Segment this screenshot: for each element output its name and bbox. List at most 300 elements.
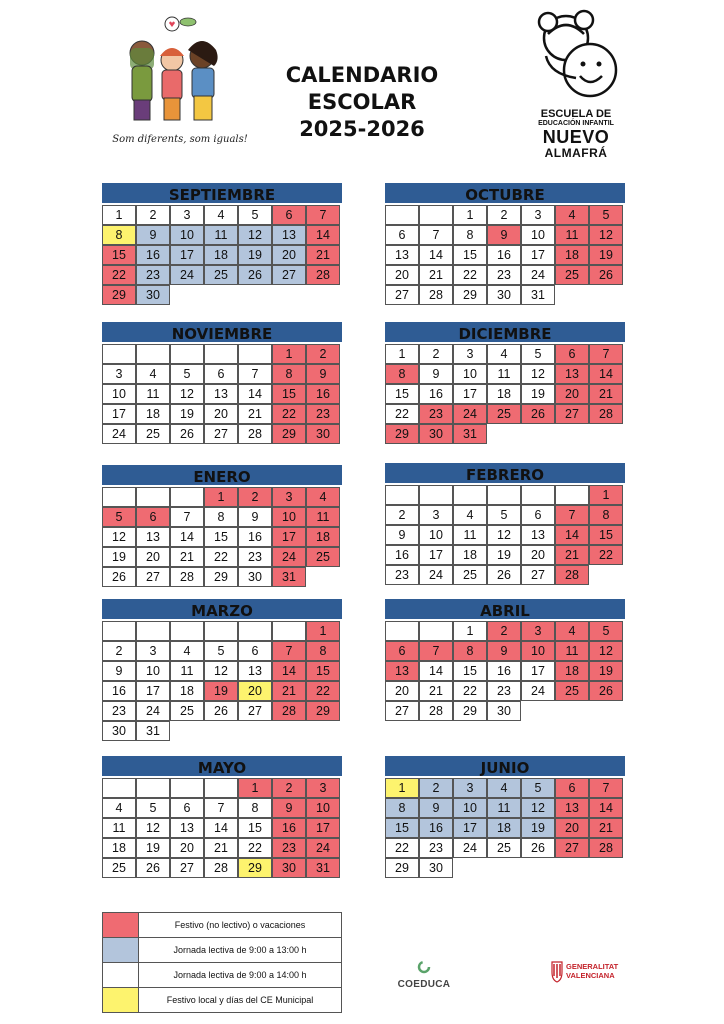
day-cell: 3 — [272, 487, 306, 507]
month-grid — [385, 344, 625, 444]
month-title: ENERO — [102, 465, 342, 487]
day-cell: 28 — [419, 701, 453, 721]
day-cell: 3 — [521, 621, 555, 641]
day-cell: 8 — [238, 798, 272, 818]
day-cell: 14 — [272, 661, 306, 681]
day-cell: 21 — [589, 818, 623, 838]
day-cell: 22 — [272, 404, 306, 424]
day-cell: 10 — [102, 384, 136, 404]
month-grid — [385, 778, 625, 878]
empty-cell — [204, 778, 238, 798]
day-cell: 18 — [102, 838, 136, 858]
legend — [102, 912, 342, 1013]
day-cell: 28 — [555, 565, 589, 585]
day-cell: 18 — [555, 661, 589, 681]
day-cell: 18 — [487, 818, 521, 838]
month-calendar — [102, 465, 342, 587]
day-cell: 19 — [102, 547, 136, 567]
day-cell: 27 — [272, 265, 306, 285]
day-cell: 1 — [385, 778, 419, 798]
day-cell: 27 — [555, 404, 589, 424]
day-cell: 13 — [272, 225, 306, 245]
day-cell: 30 — [238, 567, 272, 587]
day-cell: 4 — [170, 641, 204, 661]
day-cell: 23 — [487, 681, 521, 701]
empty-cell — [419, 621, 453, 641]
day-cell: 31 — [272, 567, 306, 587]
day-cell: 22 — [385, 404, 419, 424]
title-line: 2025-2026 — [299, 117, 425, 141]
month-calendar — [102, 322, 342, 444]
day-cell: 27 — [204, 424, 238, 444]
day-cell: 12 — [204, 661, 238, 681]
day-cell: 2 — [238, 487, 272, 507]
day-cell: 5 — [136, 798, 170, 818]
day-cell: 5 — [238, 205, 272, 225]
children-illustration — [100, 8, 260, 158]
day-cell: 7 — [419, 225, 453, 245]
month-grid — [385, 621, 625, 721]
day-cell: 17 — [272, 527, 306, 547]
day-cell: 10 — [306, 798, 340, 818]
day-cell: 12 — [487, 525, 521, 545]
day-cell: 15 — [272, 384, 306, 404]
day-cell: 5 — [170, 364, 204, 384]
day-cell: 9 — [385, 525, 419, 545]
day-cell: 18 — [204, 245, 238, 265]
day-cell: 15 — [453, 245, 487, 265]
day-cell: 25 — [555, 681, 589, 701]
day-cell: 20 — [555, 818, 589, 838]
day-cell: 14 — [555, 525, 589, 545]
day-cell: 24 — [170, 265, 204, 285]
empty-cell — [419, 485, 453, 505]
day-cell: 14 — [589, 798, 623, 818]
day-cell: 24 — [102, 424, 136, 444]
empty-cell — [419, 205, 453, 225]
legend-swatch-jornada-13 — [103, 938, 139, 962]
day-cell: 10 — [453, 364, 487, 384]
day-cell: 24 — [521, 265, 555, 285]
day-cell: 26 — [487, 565, 521, 585]
day-cell: 11 — [136, 384, 170, 404]
day-cell: 9 — [272, 798, 306, 818]
day-cell: 11 — [555, 225, 589, 245]
day-cell: 11 — [306, 507, 340, 527]
day-cell: 15 — [453, 661, 487, 681]
day-cell: 3 — [453, 778, 487, 798]
day-cell: 7 — [272, 641, 306, 661]
day-cell: 25 — [453, 565, 487, 585]
month-calendar — [385, 463, 625, 585]
day-cell: 3 — [170, 205, 204, 225]
day-cell: 24 — [453, 838, 487, 858]
legend-row — [103, 963, 341, 988]
day-cell: 20 — [238, 681, 272, 701]
day-cell: 6 — [170, 798, 204, 818]
day-cell: 19 — [521, 818, 555, 838]
day-cell: 2 — [385, 505, 419, 525]
day-cell: 31 — [306, 858, 340, 878]
day-cell: 27 — [521, 565, 555, 585]
day-cell: 22 — [102, 265, 136, 285]
day-cell: 6 — [204, 364, 238, 384]
day-cell: 29 — [453, 285, 487, 305]
legend-row — [103, 938, 341, 963]
day-cell: 17 — [521, 661, 555, 681]
day-cell: 14 — [419, 245, 453, 265]
day-cell: 20 — [385, 681, 419, 701]
empty-cell — [238, 344, 272, 364]
day-cell: 24 — [521, 681, 555, 701]
day-cell: 6 — [555, 344, 589, 364]
day-cell: 30 — [487, 285, 521, 305]
day-cell: 12 — [170, 384, 204, 404]
day-cell: 11 — [487, 364, 521, 384]
legend-swatch-jornada-14 — [103, 963, 139, 987]
day-cell: 16 — [272, 818, 306, 838]
day-cell: 23 — [238, 547, 272, 567]
day-cell: 17 — [102, 404, 136, 424]
day-cell: 31 — [136, 721, 170, 741]
day-cell: 27 — [238, 701, 272, 721]
day-cell: 25 — [555, 265, 589, 285]
day-cell: 29 — [453, 701, 487, 721]
day-cell: 20 — [555, 384, 589, 404]
day-cell: 2 — [419, 344, 453, 364]
day-cell: 19 — [136, 838, 170, 858]
empty-cell — [136, 487, 170, 507]
day-cell: 5 — [521, 344, 555, 364]
day-cell: 1 — [272, 344, 306, 364]
month-calendar — [102, 183, 342, 305]
day-cell: 13 — [136, 527, 170, 547]
day-cell: 24 — [453, 404, 487, 424]
day-cell: 9 — [102, 661, 136, 681]
day-cell: 9 — [487, 641, 521, 661]
school-line: ESCUELA DE — [540, 108, 612, 120]
day-cell: 9 — [487, 225, 521, 245]
day-cell: 25 — [487, 404, 521, 424]
legend-swatch-festivo — [103, 913, 139, 937]
day-cell: 9 — [419, 798, 453, 818]
day-cell: 19 — [589, 661, 623, 681]
month-grid — [102, 205, 342, 305]
day-cell: 25 — [102, 858, 136, 878]
day-cell: 12 — [589, 641, 623, 661]
day-cell: 4 — [555, 621, 589, 641]
motto-text: Som diferents, som iguals! — [112, 134, 248, 145]
day-cell: 29 — [385, 858, 419, 878]
day-cell: 12 — [136, 818, 170, 838]
day-cell: 11 — [204, 225, 238, 245]
day-cell: 30 — [419, 424, 453, 444]
day-cell: 7 — [238, 364, 272, 384]
day-cell: 22 — [453, 265, 487, 285]
empty-cell — [521, 485, 555, 505]
day-cell: 3 — [419, 505, 453, 525]
day-cell: 15 — [102, 245, 136, 265]
month-title: DICIEMBRE — [385, 322, 625, 344]
coeduca-logo — [392, 960, 456, 990]
day-cell: 2 — [487, 621, 521, 641]
day-cell: 2 — [487, 205, 521, 225]
day-cell: 12 — [521, 798, 555, 818]
month-title: FEBRERO — [385, 463, 625, 485]
day-cell: 20 — [385, 265, 419, 285]
day-cell: 10 — [521, 641, 555, 661]
day-cell: 12 — [102, 527, 136, 547]
day-cell: 14 — [419, 661, 453, 681]
day-cell: 14 — [170, 527, 204, 547]
day-cell: 11 — [487, 798, 521, 818]
day-cell: 26 — [102, 567, 136, 587]
day-cell: 22 — [453, 681, 487, 701]
day-cell: 17 — [136, 681, 170, 701]
day-cell: 30 — [487, 701, 521, 721]
legend-swatch-local — [103, 988, 139, 1012]
day-cell: 10 — [136, 661, 170, 681]
generalitat-line: VALENCIANA — [566, 971, 615, 980]
day-cell: 5 — [589, 205, 623, 225]
day-cell: 20 — [272, 245, 306, 265]
day-cell: 16 — [238, 527, 272, 547]
day-cell: 12 — [521, 364, 555, 384]
day-cell: 19 — [521, 384, 555, 404]
day-cell: 7 — [204, 798, 238, 818]
day-cell: 4 — [487, 778, 521, 798]
school-line: EDUCACIÓN INFANTIL — [538, 120, 614, 127]
day-cell: 26 — [204, 701, 238, 721]
month-grid — [102, 344, 342, 444]
coeduca-text: COEDUCA — [397, 979, 451, 990]
day-cell: 15 — [385, 384, 419, 404]
empty-cell — [272, 621, 306, 641]
day-cell: 19 — [589, 245, 623, 265]
day-cell: 16 — [487, 245, 521, 265]
empty-cell — [170, 487, 204, 507]
day-cell: 8 — [453, 641, 487, 661]
day-cell: 8 — [306, 641, 340, 661]
generalitat-text — [566, 962, 618, 980]
day-cell: 5 — [102, 507, 136, 527]
day-cell: 19 — [170, 404, 204, 424]
day-cell: 18 — [306, 527, 340, 547]
legend-label: Jornada lectiva de 9:00 a 13:00 h — [173, 945, 307, 955]
empty-cell — [102, 487, 136, 507]
day-cell: 20 — [136, 547, 170, 567]
day-cell: 31 — [453, 424, 487, 444]
day-cell: 6 — [555, 778, 589, 798]
month-calendar — [385, 756, 625, 878]
day-cell: 18 — [136, 404, 170, 424]
day-cell: 13 — [555, 798, 589, 818]
day-cell: 29 — [272, 424, 306, 444]
day-cell: 26 — [521, 838, 555, 858]
day-cell: 15 — [589, 525, 623, 545]
day-cell: 28 — [589, 838, 623, 858]
month-title: MARZO — [102, 599, 342, 621]
day-cell: 4 — [453, 505, 487, 525]
day-cell: 11 — [555, 641, 589, 661]
day-cell: 25 — [170, 701, 204, 721]
month-title: MAYO — [102, 756, 342, 778]
day-cell: 2 — [136, 205, 170, 225]
day-cell: 23 — [385, 565, 419, 585]
day-cell: 6 — [385, 225, 419, 245]
month-calendar — [385, 322, 625, 444]
day-cell: 9 — [238, 507, 272, 527]
day-cell: 10 — [170, 225, 204, 245]
school-line: ALMAFRÁ — [544, 146, 608, 160]
day-cell: 28 — [272, 701, 306, 721]
day-cell: 26 — [589, 681, 623, 701]
school-logo — [526, 8, 636, 160]
day-cell: 26 — [521, 404, 555, 424]
day-cell: 28 — [238, 424, 272, 444]
day-cell: 7 — [306, 205, 340, 225]
day-cell: 13 — [204, 384, 238, 404]
day-cell: 30 — [419, 858, 453, 878]
empty-cell — [136, 778, 170, 798]
day-cell: 29 — [238, 858, 272, 878]
day-cell: 7 — [589, 344, 623, 364]
day-cell: 3 — [136, 641, 170, 661]
day-cell: 22 — [306, 681, 340, 701]
day-cell: 21 — [419, 265, 453, 285]
day-cell: 13 — [385, 245, 419, 265]
month-calendar — [102, 756, 342, 878]
day-cell: 3 — [453, 344, 487, 364]
month-title: OCTUBRE — [385, 183, 625, 205]
month-title: JUNIO — [385, 756, 625, 778]
day-cell: 17 — [419, 545, 453, 565]
day-cell: 23 — [272, 838, 306, 858]
day-cell: 10 — [272, 507, 306, 527]
day-cell: 9 — [419, 364, 453, 384]
empty-cell — [555, 485, 589, 505]
day-cell: 11 — [102, 818, 136, 838]
day-cell: 27 — [170, 858, 204, 878]
day-cell: 10 — [453, 798, 487, 818]
empty-cell — [136, 344, 170, 364]
day-cell: 4 — [136, 364, 170, 384]
school-name — [526, 108, 626, 160]
day-cell: 27 — [385, 701, 419, 721]
day-cell: 24 — [272, 547, 306, 567]
day-cell: 28 — [419, 285, 453, 305]
school-line: NUEVO — [542, 127, 610, 147]
day-cell: 22 — [589, 545, 623, 565]
day-cell: 18 — [487, 384, 521, 404]
day-cell: 24 — [136, 701, 170, 721]
day-cell: 17 — [306, 818, 340, 838]
legend-label: Jornada lectiva de 9:00 a 14:00 h — [173, 970, 307, 980]
day-cell: 8 — [453, 225, 487, 245]
month-grid — [385, 485, 625, 585]
day-cell: 14 — [204, 818, 238, 838]
day-cell: 16 — [102, 681, 136, 701]
day-cell: 23 — [419, 404, 453, 424]
day-cell: 29 — [102, 285, 136, 305]
day-cell: 21 — [306, 245, 340, 265]
day-cell: 24 — [306, 838, 340, 858]
day-cell: 17 — [170, 245, 204, 265]
day-cell: 13 — [555, 364, 589, 384]
day-cell: 21 — [555, 545, 589, 565]
day-cell: 27 — [136, 567, 170, 587]
day-cell: 9 — [306, 364, 340, 384]
day-cell: 18 — [555, 245, 589, 265]
day-cell: 4 — [102, 798, 136, 818]
day-cell: 15 — [385, 818, 419, 838]
day-cell: 13 — [385, 661, 419, 681]
day-cell: 6 — [521, 505, 555, 525]
day-cell: 3 — [102, 364, 136, 384]
day-cell: 21 — [419, 681, 453, 701]
day-cell: 29 — [204, 567, 238, 587]
day-cell: 22 — [204, 547, 238, 567]
month-title: SEPTIEMBRE — [102, 183, 342, 205]
page-title — [262, 62, 462, 143]
day-cell: 25 — [306, 547, 340, 567]
month-title: ABRIL — [385, 599, 625, 621]
day-cell: 10 — [419, 525, 453, 545]
day-cell: 9 — [136, 225, 170, 245]
day-cell: 7 — [555, 505, 589, 525]
girl-face-logo-icon — [526, 8, 636, 108]
day-cell: 5 — [204, 641, 238, 661]
month-grid — [385, 205, 625, 305]
empty-cell — [487, 485, 521, 505]
day-cell: 6 — [136, 507, 170, 527]
day-cell: 14 — [238, 384, 272, 404]
day-cell: 17 — [453, 818, 487, 838]
day-cell: 1 — [385, 344, 419, 364]
day-cell: 27 — [385, 285, 419, 305]
day-cell: 23 — [419, 838, 453, 858]
day-cell: 13 — [238, 661, 272, 681]
month-title: NOVIEMBRE — [102, 322, 342, 344]
day-cell: 27 — [555, 838, 589, 858]
day-cell: 21 — [589, 384, 623, 404]
day-cell: 16 — [136, 245, 170, 265]
empty-cell — [102, 778, 136, 798]
day-cell: 23 — [306, 404, 340, 424]
day-cell: 2 — [272, 778, 306, 798]
day-cell: 15 — [204, 527, 238, 547]
day-cell: 8 — [385, 364, 419, 384]
day-cell: 21 — [170, 547, 204, 567]
day-cell: 29 — [306, 701, 340, 721]
day-cell: 8 — [385, 798, 419, 818]
day-cell: 24 — [419, 565, 453, 585]
day-cell: 10 — [521, 225, 555, 245]
day-cell: 5 — [521, 778, 555, 798]
month-grid — [102, 778, 342, 878]
day-cell: 3 — [306, 778, 340, 798]
day-cell: 23 — [102, 701, 136, 721]
month-calendar — [385, 599, 625, 721]
day-cell: 26 — [238, 265, 272, 285]
empty-cell — [102, 621, 136, 641]
empty-cell — [385, 485, 419, 505]
day-cell: 31 — [521, 285, 555, 305]
day-cell: 8 — [272, 364, 306, 384]
generalitat-line: GENERALITAT — [566, 962, 619, 971]
day-cell: 23 — [487, 265, 521, 285]
day-cell: 20 — [521, 545, 555, 565]
